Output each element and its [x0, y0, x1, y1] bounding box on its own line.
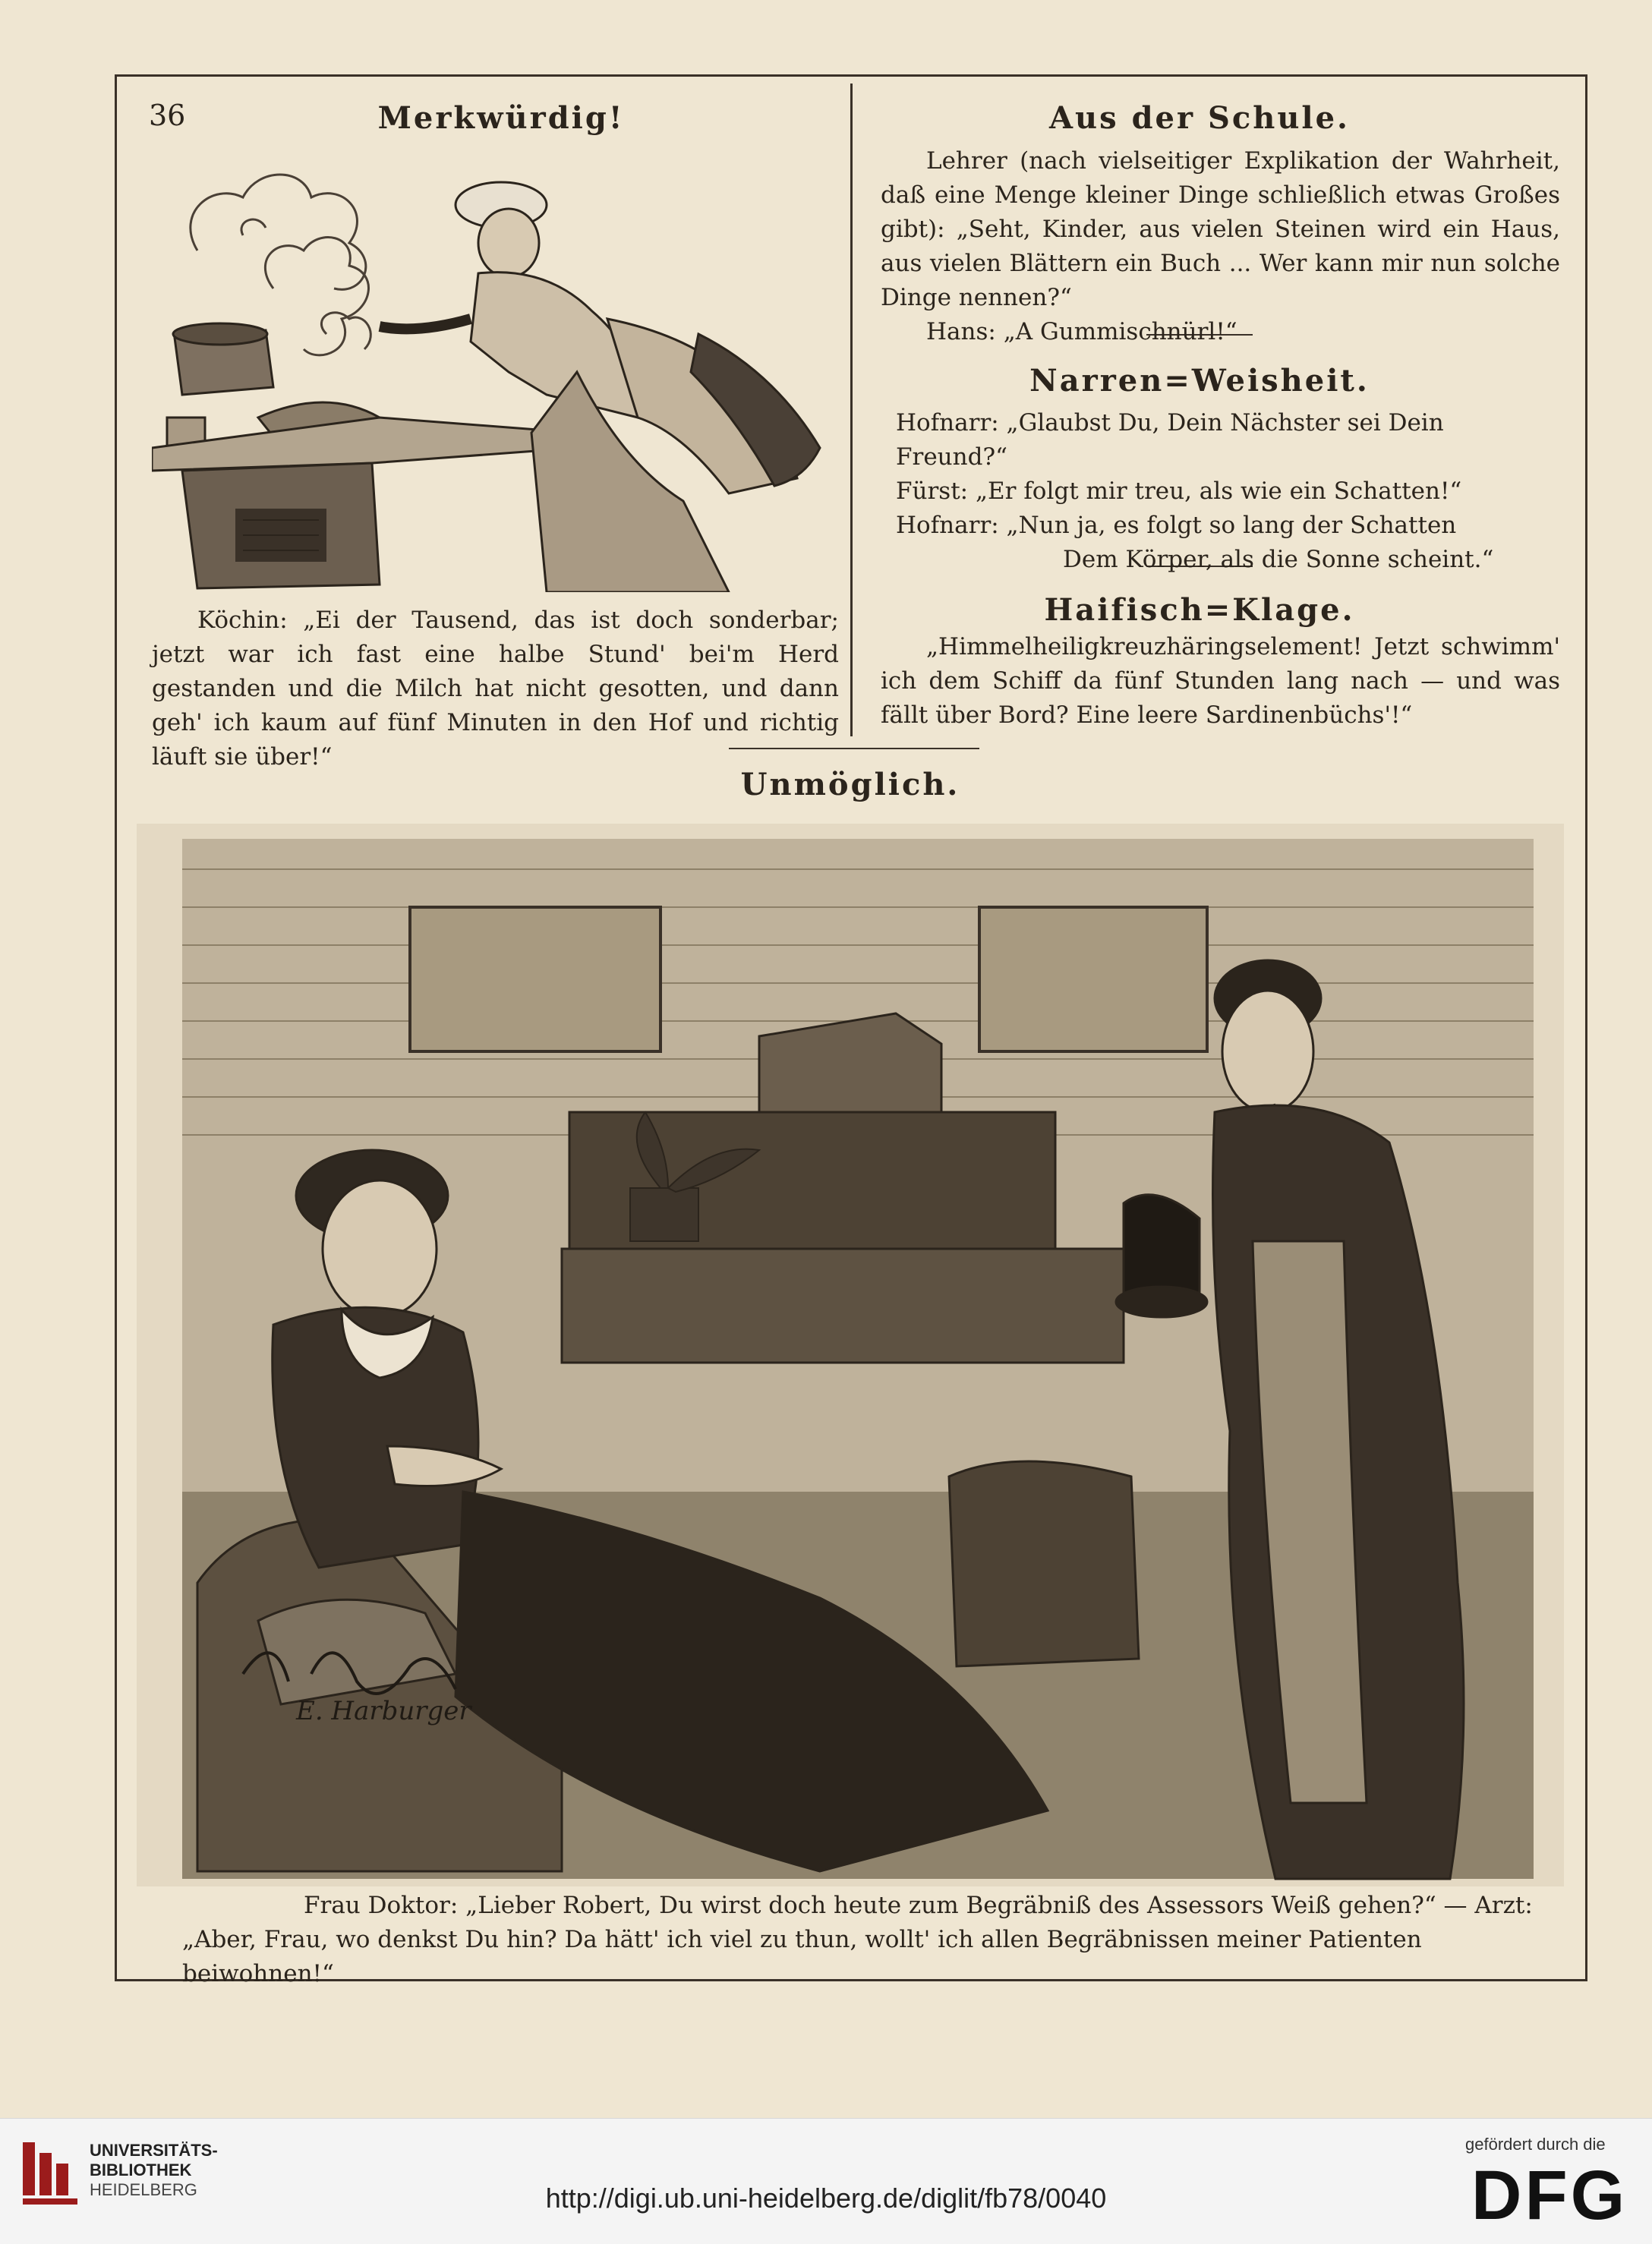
narren-line: Dem Körper, als die Sonne scheint.“ — [1063, 546, 1494, 573]
dfg-logo[interactable]: DFG — [1471, 2157, 1628, 2234]
section-text-schule — [881, 144, 1560, 349]
section-title-haifisch: Haifisch=Klage. — [1044, 592, 1355, 628]
sponsor-text: gefördert durch die — [1465, 2135, 1606, 2154]
cook-illustration — [152, 144, 843, 592]
bottom-caption-line: Frau Doktor: „Lieber Robert, Du wirst doch heute zum Begräbniß des Assessors Weiß gehen?“ — Arzt: — [304, 1892, 1533, 1919]
section-title-narren: Narren=Weisheit. — [1029, 363, 1370, 399]
viewer-footer — [0, 2118, 1652, 2244]
schule-reply: Hans: „A Gummischnürl!“ — [926, 318, 1237, 345]
left-title: Merkwürdig! — [377, 100, 625, 136]
section-title-schule: Aus der Schule. — [1049, 100, 1350, 136]
library-line-3: HEIDELBERG — [90, 2180, 197, 2199]
narren-line: Hofnarr: „Glaubst Du, Dein Nächster sei Dein Freund?“ — [896, 409, 1444, 471]
permalink-url[interactable]: http://digi.ub.uni-heidelberg.de/diglit/fb78/0040 — [545, 2183, 1107, 2214]
doctor-illustration — [137, 824, 1564, 1886]
library-line-1: UNIVERSITÄTS- — [90, 2141, 218, 2160]
narren-line: Fürst: „Er folgt mir treu, als wie ein Schatten!“ — [896, 477, 1462, 505]
page-number: 36 — [149, 99, 186, 132]
bottom-title: Unmöglich. — [740, 767, 960, 802]
schule-teacher-text: Lehrer (nach vielseitiger Explikation der Wahrheit, daß eine Menge kleiner Dinge schließlich etwas Großes gibt): „Seht, Kinder, aus vielen Steinen wird ein Haus, aus vielen Blättern ein Buch ... Wer kann mir nun solche Dinge nennen?“ — [881, 147, 1560, 311]
column-divider — [850, 84, 853, 736]
narren-line: Hofnarr: „Nun ja, es folgt so lang der Schatten — [896, 512, 1457, 539]
artist-signature: E. Harburger — [296, 1696, 471, 1726]
left-caption: Köchin: „Ei der Tausend, das ist doch sonderbar; jetzt war ich fast eine halbe Stund' bei'm Herd gestanden und die Milch hat nicht gesotten, und dann geh' ich kaum auf fünf Minuten in den Hof und richtig läuft sie über!“ — [152, 607, 839, 771]
bottom-caption-line: „Aber, Frau, wo denkst Du hin? Da hätt' ich viel zu thun, wollt' ich allen Begräbnissen meiner Patienten beiwohnen!“ — [182, 1926, 1422, 1987]
section-text-haifisch: „Himmelheiligkreuzhäringselement! Jetzt schwimm' ich dem Schiff da fünf Stunden lang nach — und was fällt über Bord? Eine leere Sardinenbüchs'!“ — [881, 633, 1560, 729]
section-text-narren — [896, 406, 1549, 577]
library-line-2: BIBLIOTHEK — [90, 2160, 192, 2179]
bottom-caption — [182, 1889, 1572, 1991]
